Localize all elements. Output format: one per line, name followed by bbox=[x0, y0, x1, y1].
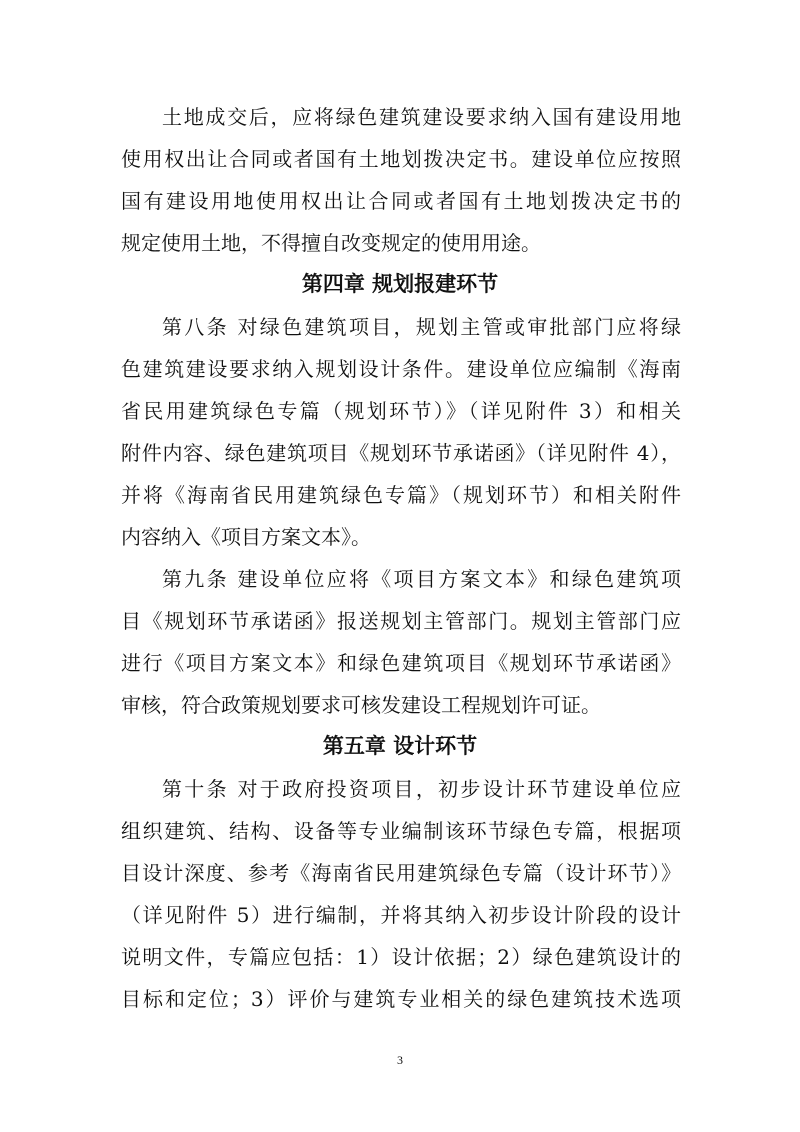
body-line-8: 省民用建筑绿色专篇（规划环节）》（详见附件 3）和相关 bbox=[121, 399, 681, 423]
chapter-heading-5: 第五章 设计环节 bbox=[322, 734, 478, 758]
body-line-10: 并将《海南省民用建筑绿色专篇》（规划环节）和相关附件 bbox=[121, 483, 681, 507]
body-line-4: 规定使用土地，不得擅自改变规定的使用用途。 bbox=[121, 231, 541, 255]
page-number: 3 bbox=[397, 1053, 403, 1067]
chapter-heading-4: 第四章 规划报建环节 bbox=[301, 272, 499, 296]
body-line-14: 进行《项目方案文本》和绿色建筑项目《规划环节承诺函》 bbox=[121, 651, 681, 675]
body-line-11: 内容纳入《项目方案文本》。 bbox=[121, 525, 371, 549]
body-line-17: 第十条 对于政府投资项目，初步设计环节建设单位应 bbox=[162, 777, 681, 801]
body-line-1: 土地成交后，应将绿色建筑建设要求纳入国有建设用地 bbox=[162, 105, 681, 129]
body-line-21: 说明文件，专篇应包括：1）设计依据；2）绿色建筑设计的 bbox=[121, 945, 681, 969]
body-line-9: 附件内容、绿色建筑项目《规划环节承诺函》（详见附件 4）， bbox=[121, 441, 681, 465]
body-line-7: 色建筑建设要求纳入规划设计条件。建设单位应编制《海南 bbox=[121, 357, 681, 381]
body-line-19: 目设计深度、参考《海南省民用建筑绿色专篇（设计环节）》 bbox=[121, 861, 681, 885]
body-line-12: 第九条 建设单位应将《项目方案文本》和绿色建筑项 bbox=[162, 567, 681, 591]
body-line-22: 目标和定位；3）评价与建筑专业相关的绿色建筑技术选项 bbox=[121, 987, 681, 1011]
body-line-3: 国有建设用地使用权出让合同或者国有土地划拨决定书的 bbox=[121, 189, 681, 213]
body-line-18: 组织建筑、结构、设备等专业编制该环节绿色专篇，根据项 bbox=[121, 819, 681, 843]
body-line-15: 审核，符合政策规划要求可核发建设工程规划许可证。 bbox=[121, 693, 601, 717]
body-line-13: 目《规划环节承诺函》报送规划主管部门。规划主管部门应 bbox=[121, 609, 681, 633]
body-line-2: 使用权出让合同或者国有土地划拨决定书。建设单位应按照 bbox=[121, 147, 681, 171]
body-line-20: （详见附件 5）进行编制，并将其纳入初步设计阶段的设计 bbox=[121, 903, 681, 927]
body-line-6: 第八条 对绿色建筑项目，规划主管或审批部门应将绿 bbox=[162, 315, 681, 339]
